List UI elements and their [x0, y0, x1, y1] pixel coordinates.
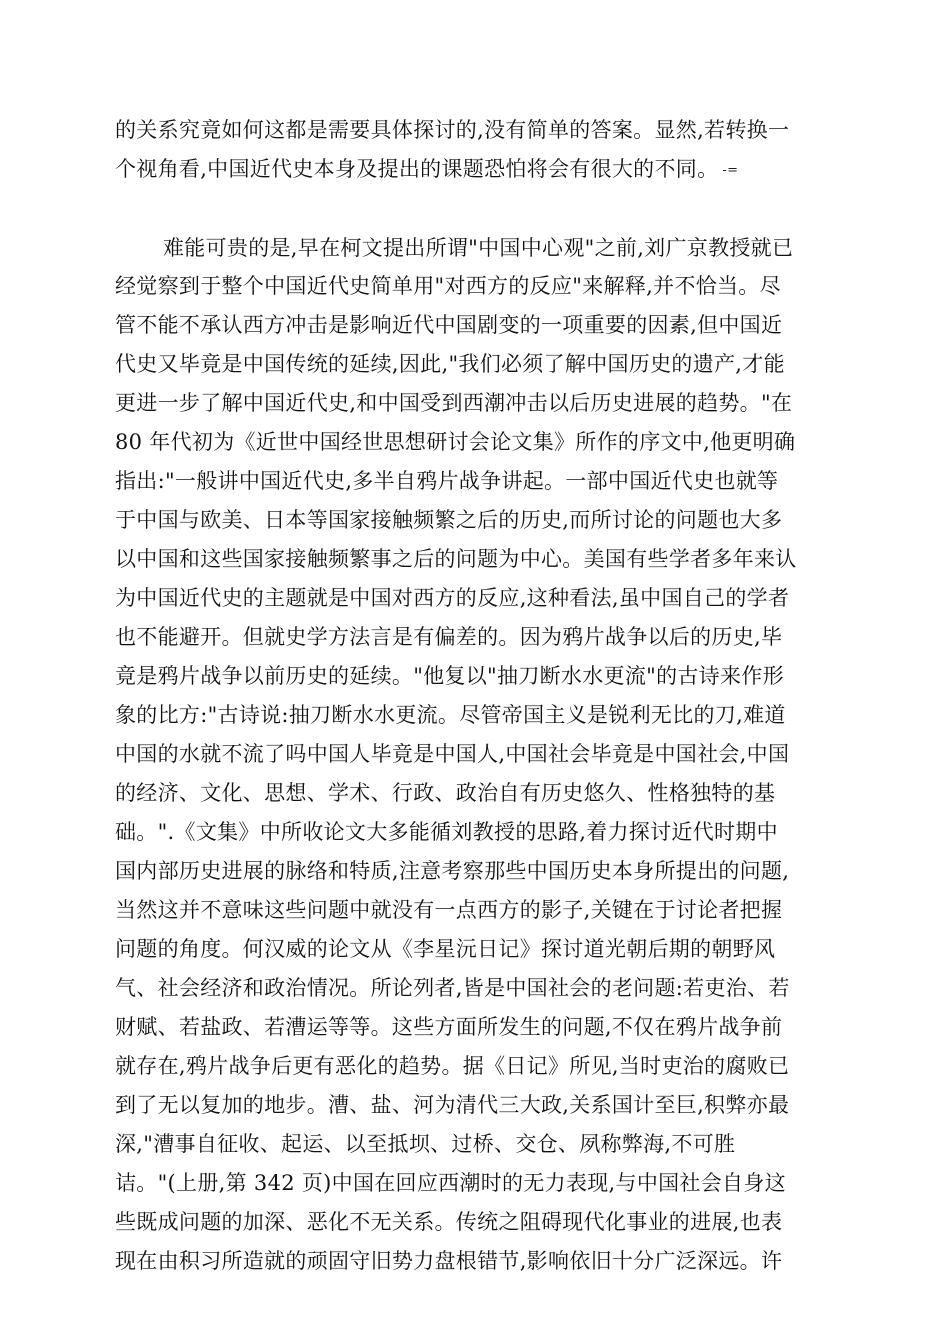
paragraph-2-line-20: 气、社会经济和政治情况。所论列者,皆是中国社会的老问题:若吏治、若	[115, 976, 790, 1000]
paragraph-2-line-14: 中国的水就不流了吗中国人毕竟是中国人,中国社会毕竟是中国社会,中国	[115, 742, 790, 766]
paragraph-2-line-3: 管不能不承认西方冲击是影响近代中国剧变的一项重要的因素,但中国近	[115, 313, 783, 337]
paragraph-2-line-21: 财赋、若盐政、若漕运等等。这些方面所发生的问题,不仅在鸦片战争前	[115, 1015, 783, 1039]
paragraph-2-line-5: 更进一步了解中国近代史,和中国受到西潮冲击以后历史进展的趋势。"在	[115, 391, 793, 415]
paragraph-2-line-23: 到了无以复加的地步。漕、盐、河为清代三大政,关系国计至巨,积弊亦最	[115, 1093, 790, 1117]
paragraph-2-line-10: 为中国近代史的主题就是中国对西方的反应,这种看法,虽中国自己的学者	[115, 586, 790, 610]
paragraph-2-line-15: 的经济、文化、思想、学术、行政、政治自有历史悠久、性格独特的基	[115, 781, 776, 805]
paragraph-2-line-24: 深,"漕事自征收、起运、以至抵坝、过桥、交仓、夙称弊海,不可胜	[115, 1132, 736, 1156]
paragraph-2-line-13: 象的比方:"古诗说:抽刀断水水更流。尽管帝国主义是锐利无比的刀,难道	[115, 703, 786, 727]
paragraph-2-line-17: 国内部历史进展的脉络和特质,注意考察那些中国历史本身所提出的问题,	[115, 859, 790, 883]
paragraph-2-line-12: 竟是鸦片战争以前历史的延续。"他复以"抽刀断水水更流"的古诗来作形	[115, 664, 784, 688]
paragraph-1-line-2	[115, 155, 738, 185]
footnote-marker: -=	[722, 162, 739, 178]
paragraph-2-line-11: 也不能避开。但就史学方法言是有偏差的。因为鸦片战争以后的历史,毕	[115, 625, 783, 649]
paragraph-1-line-2-text: 个视角看,中国近代史本身及提出的课题恐怕将会有很大的不同。	[115, 157, 719, 181]
paragraph-2-line-26: 些既成问题的加深、恶化不无关系。传统之阻碍现代化事业的进展,也表	[115, 1210, 783, 1234]
paragraph-2-line-16: 础。".《文集》中所收论文大多能循刘教授的思路,着力探讨近代时期中	[115, 820, 778, 844]
paragraph-2-line-25: 诘。"(上册,第 342 页)中国在回应西潮时的无力表现,与中国社会自身这	[115, 1171, 786, 1195]
paragraph-2-line-19: 问题的角度。何汉威的论文从《李星沅日记》探讨道光朝后期的朝野风	[115, 937, 776, 961]
paragraph-1-line-1: 的关系究竟如何这都是需要具体探讨的,没有简单的答案。显然,若转换一	[115, 118, 790, 142]
paragraph-2-line-9: 以中国和这些国家接触频繁事之后的问题为中心。美国有些学者多年来认	[115, 547, 797, 571]
paragraph-2-line-8: 于中国与欧美、日本等国家接触频繁之后的历史,而所讨论的问题也大多	[115, 508, 783, 532]
paragraph-2-line-1: 难能可贵的是,早在柯文提出所谓"中国中心观"之前,刘广京教授就已	[163, 236, 794, 260]
paragraph-2-line-7: 指出:"一般讲中国近代史,多半自鸦片战争讲起。一部中国近代史也就等	[115, 469, 779, 493]
paragraph-2-line-2: 经觉察到于整个中国近代史简单用"对西方的反应"来解释,并不恰当。尽	[115, 274, 781, 298]
paragraph-2-line-18: 当然这并不意味这些问题中就没有一点西方的影子,关键在于讨论者把握	[115, 898, 783, 922]
paragraph-2-line-27: 现在由积习所造就的顽固守旧势力盘根错节,影响依旧十分广泛深远。许	[115, 1249, 783, 1273]
paragraph-2-line-4: 代史又毕竟是中国传统的延续,因此,"我们必须了解中国历史的遗产,才能	[115, 352, 785, 376]
paragraph-2-line-22: 就存在,鸦片战争后更有恶化的趋势。据《日记》所见,当时吏治的腐败已	[115, 1054, 790, 1078]
paragraph-2-line-6: 80 年代初为《近世中国经世思想研讨会论文集》所作的序文中,他更明确	[115, 430, 796, 454]
